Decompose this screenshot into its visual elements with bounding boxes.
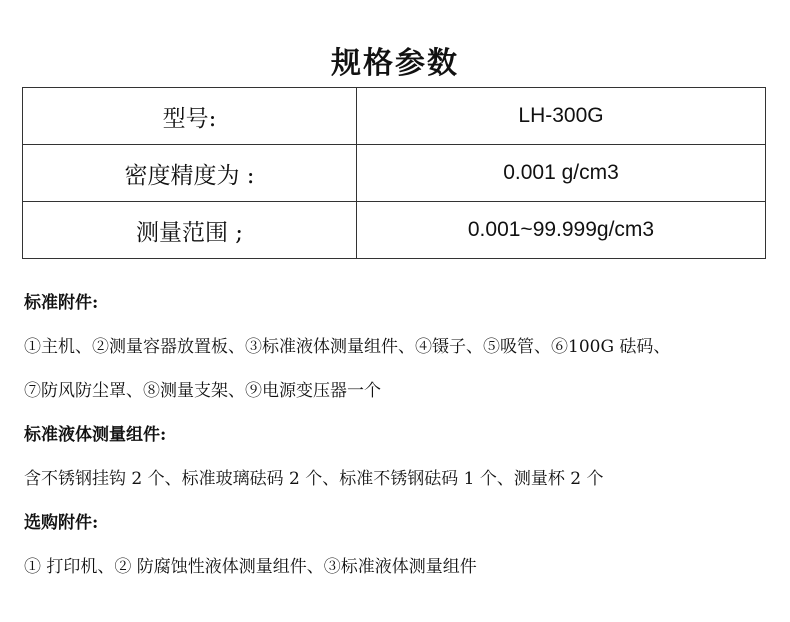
density-precision-value: 0.001 g/cm3 [357, 145, 766, 202]
model-label: 型号: [23, 88, 357, 145]
standard-accessories-line-2: ⑦防风防尘罩、⑧测量支架、⑨电源变压器一个 [24, 381, 381, 401]
optional-accessories-heading: 选购附件: [24, 513, 99, 533]
table-row-density-precision [23, 145, 766, 202]
liquid-kit-line-1: 含不锈钢挂钩 2 个、标准玻璃砝码 2 个、标准不锈钢砝码 1 个、测量杯 2 个 [24, 469, 604, 489]
measure-range-label: 测量范围 ; [23, 202, 357, 259]
measure-range-value: 0.001~99.999g/cm3 [357, 202, 766, 259]
model-value: LH-300G [357, 88, 766, 145]
table-row-model [23, 88, 766, 145]
page-title: 规格参数 [331, 46, 459, 81]
spec-table [22, 87, 766, 259]
density-precision-label: 密度精度为 : [23, 145, 357, 202]
liquid-kit-heading: 标准液体测量组件: [24, 425, 167, 445]
table-row-measure-range [23, 202, 766, 259]
standard-accessories-line-1: ①主机、②测量容器放置板、③标准液体测量组件、④镊子、⑤吸管、⑥100G 砝码、 [24, 337, 671, 357]
optional-accessories-line-1: ① 打印机、② 防腐蚀性液体测量组件、③标准液体测量组件 [24, 557, 477, 577]
standard-accessories-heading: 标准附件: [24, 293, 99, 313]
